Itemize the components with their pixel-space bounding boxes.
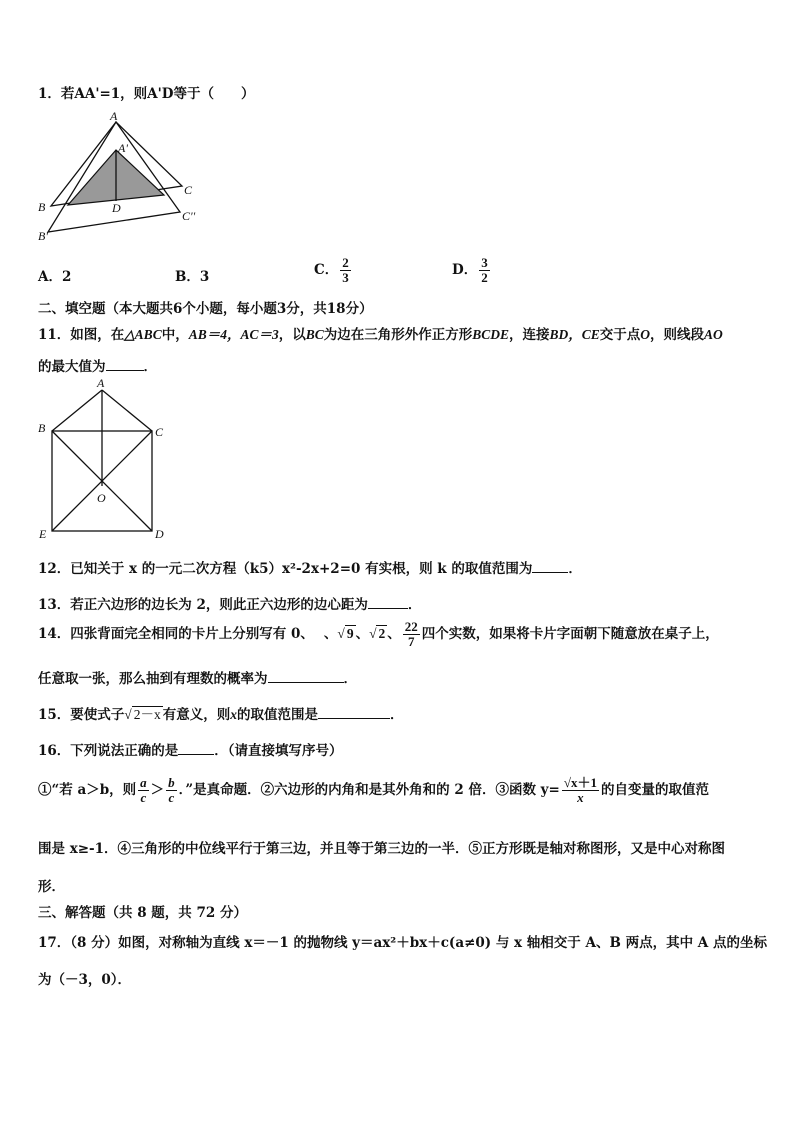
question-1-text: 1．若AA'=1，则A'D等于（ ）	[38, 86, 255, 102]
q11-label-A: A	[97, 376, 105, 390]
q1-triangle-figure	[30, 108, 210, 248]
q1-label-C: C	[184, 183, 193, 197]
q1-label-D: D	[112, 201, 121, 215]
q11-square-figure	[30, 374, 180, 546]
fraction-two-thirds: $\frac{2}{3}$	[342, 255, 349, 285]
question-16-line-3: 围是 x≥-1．④三角形的中位线平行于第三边，并且等于第三边的一半．⑤正方形既是轴对称图形，又是中心对称图	[38, 841, 726, 857]
question-17-line-1: 17．（8 分）如图，对称轴为直线 x＝－1 的抛物线 y＝ax²＋bx＋c(a≠0) 与 x 轴相交于 A、B 两点，其中 A 点的坐标	[38, 935, 767, 951]
fraction-22-7: $\frac{22}{7}$	[404, 619, 418, 649]
sqrt-9: √ 9	[337, 626, 354, 641]
answer-blank-13	[368, 596, 408, 609]
question-14-line-1: 14．四张背面完全相同的卡片上分别写有 0、 、√ 9 、√ 2 、 $\frac{22}{7}$ 四个实数，如果将卡片字面朝下随意放在桌子上，	[38, 619, 719, 649]
answer-blank-11	[106, 358, 144, 371]
option-d-label: D．	[452, 262, 478, 278]
option-c[interactable]	[314, 256, 353, 285]
fraction-a-over-c: $\frac{a}{c}$	[140, 775, 147, 805]
question-16-line-4: 形．	[38, 879, 65, 895]
question-12: 12．已知关于 x 的一元二次方程（k5）x²-2x+2=0 有实根，则 k 的取值范围为 ．	[38, 561, 582, 577]
q11-label-C: C	[155, 425, 164, 439]
sqrt-2-minus-x: √ 2－x	[124, 707, 161, 722]
question-13: 13．若正六边形的边长为 2，则此正六边形的边心距为 ．	[38, 597, 422, 613]
q1-label-A1: A'	[118, 141, 128, 155]
q1-label-C1: C''	[182, 209, 196, 223]
option-b[interactable]: B．3	[175, 269, 210, 285]
fraction-three-halves: $\frac{3}{2}$	[481, 255, 488, 285]
answer-blank-15	[318, 706, 390, 719]
option-a[interactable]: A．2	[38, 269, 72, 285]
fraction-b-over-c: $\frac{b}{c}$	[168, 775, 175, 805]
q1-label-B: B	[38, 200, 46, 214]
question-11-line-2: 的最大值为 ．	[38, 359, 157, 375]
q11-label-B: B	[38, 421, 46, 435]
q1-label-B1: B'	[38, 229, 48, 243]
answer-blank-12	[532, 560, 568, 573]
answer-blank-14	[268, 670, 344, 683]
q11-label-O: O	[97, 491, 106, 505]
question-16-line-2: ①“若 a＞b，则 $\frac{a}{c}$ ＞ $\frac{b}{c}$ ．”是真命题．②六边形的内角和是其外角和的 2 倍．③函数 y= $\frac{√x+1}{x}$ 的自变量的取值范	[38, 775, 709, 805]
q11-label-E: E	[39, 527, 47, 541]
fraction-sqrt-x-plus-1-over-x: $\frac{√x+1}{x}$	[563, 775, 597, 805]
option-c-label: C．	[314, 262, 339, 278]
question-11-line-1: 11．如图，在△ABC中，AB＝4，AC＝3，以BC为边在三角形外作正方形BCDE，连接BD，CE交于点O，则线段AO	[38, 327, 723, 343]
section-2-heading: 二、填空题（本大题共6个小题，每小题3分，共18分）	[38, 301, 373, 317]
answer-blank-16	[178, 742, 214, 755]
sqrt-2: √ 2	[369, 626, 386, 641]
question-17-line-2: 为（－3，0）．	[38, 972, 132, 988]
question-16-line-1: 16．下列说法正确的是 ．（请直接填写序号）	[38, 743, 343, 759]
question-14-line-2: 任意取一张，那么抽到有理数的概率为 ．	[38, 671, 357, 687]
section-3-heading: 三、解答题（共 8 题，共 72 分）	[38, 905, 247, 921]
question-15: 15．要使式子√ 2－x 有意义，则x的取值范围是 ．	[38, 703, 403, 723]
q1-label-A: A	[110, 109, 118, 123]
option-d[interactable]	[452, 256, 492, 285]
q11-label-D: D	[155, 527, 164, 541]
